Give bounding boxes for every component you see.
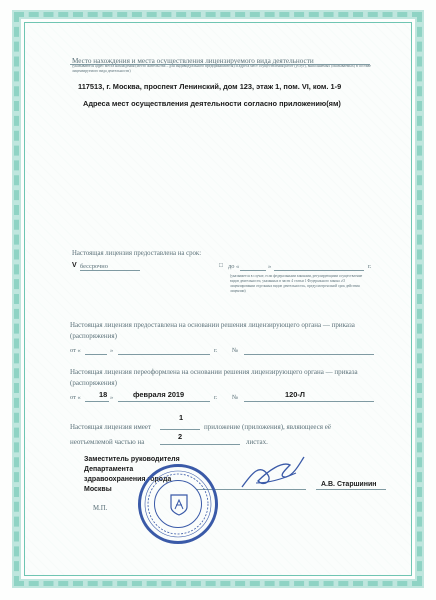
rule (80, 270, 140, 271)
rule (244, 401, 374, 402)
rule (70, 64, 370, 65)
location-hint: (указываются адрес места нахождения (место жительства – для индивидуального предпринимателя) и адреса мест осуществления работ (услуг), выполняемых (оказываемых) в составе лицензируемого вида деятельности) (72, 64, 371, 73)
indefinite-label: бессрочно (80, 263, 108, 270)
indefinite-checkmark: V (72, 262, 77, 269)
checkbox-icon: □ (219, 262, 223, 269)
rule (244, 354, 374, 355)
reissue-number-sign: № (232, 394, 239, 401)
rule (274, 270, 364, 271)
reissue-day: 18 (99, 390, 108, 399)
rule (240, 270, 266, 271)
reissue-year: г. (214, 394, 218, 401)
rule (160, 429, 200, 430)
basis-number-sign: № (232, 347, 239, 354)
annex-count: 1 (179, 413, 184, 422)
rule (160, 444, 240, 445)
license-address: 117513, г. Москва, проспект Ленинский, дом 123, этаж 1, пом. VI, ком. 1-9 (78, 82, 342, 91)
annex-line1-prefix: Настоящая лицензия имеет (70, 423, 152, 431)
reissue-month-year: февраля 2019 (133, 390, 185, 399)
until-year-suffix: г. (368, 263, 372, 270)
signatory-position-line1: Заместитель руководителя (84, 456, 180, 463)
until-prefix: до « (228, 263, 240, 270)
activity-places: Адреса мест осуществления деятельности согласно приложению(ям) (83, 99, 341, 108)
basis-from: от « (70, 347, 81, 354)
signatory-position-line3: здравоохранения города (84, 476, 172, 483)
annex-line1-suffix: приложение (приложения), являющееся её (204, 423, 331, 431)
term-label: Настоящая лицензия предоставлена на срок: (72, 250, 202, 257)
basis-year: г. (214, 347, 218, 354)
handwritten-signature (238, 453, 308, 493)
reissue-from: от « (70, 394, 81, 401)
rule (118, 401, 210, 402)
rule (85, 401, 109, 402)
reissue-order-number: 120-Л (285, 390, 305, 399)
reissue-label: Настоящая лицензия переоформлена на основании решения лицензирующего органа — приказа (распоряжения) (70, 368, 358, 387)
official-seal (138, 464, 218, 544)
signatory-position-line4: Москвы (84, 486, 112, 493)
rule (118, 354, 210, 355)
rule (316, 489, 386, 490)
until-quote: » (268, 263, 272, 270)
moscow-coat-of-arms-icon (169, 493, 189, 517)
annex-line2-prefix: неотъемлемой частью на (70, 438, 145, 446)
rule (85, 354, 107, 355)
location-label: Место нахождения и места осуществления лицензируемого вида деятельности (72, 57, 314, 65)
seal-inner-ring (154, 480, 202, 528)
term-hint: (указывается в случае, если федеральными законами, регулирующими осуществление видов деятельности, указанных в части 4 статьи 1 Федерального закона «О лицензировании отдельных видов деятельности», предусмотрен иной срок действия лицензии) (230, 274, 363, 293)
reissue-quote: » (110, 394, 114, 401)
signatory-position-line2: Департамента (84, 466, 134, 473)
seal-place-label: М.П. (93, 505, 108, 512)
basis-label: Настоящая лицензия предоставлена на основании решения лицензирующего органа — приказа (распоряжения) (70, 321, 355, 340)
sheet-count: 2 (178, 432, 183, 441)
basis-quote: » (110, 347, 114, 354)
annex-line2-suffix: листах. (246, 438, 268, 446)
signatory-name: А.В. Старшинин (321, 481, 377, 488)
